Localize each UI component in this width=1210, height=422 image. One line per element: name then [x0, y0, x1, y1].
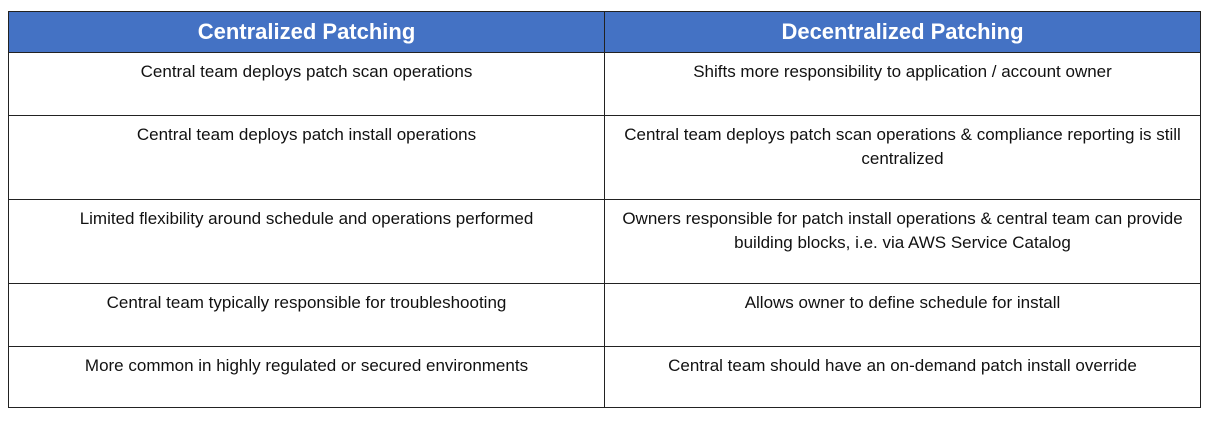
header-centralized-patching: Centralized Patching — [9, 12, 605, 53]
cell-decentralized: Owners responsible for patch install operations & central team can provide building blocks, i.e. via AWS Service Catalog — [605, 200, 1201, 284]
table-row — [9, 284, 1201, 347]
cell-decentralized: Central team should have an on-demand patch install override — [605, 347, 1201, 408]
cell-decentralized: Shifts more responsibility to application / account owner — [605, 53, 1201, 116]
cell-centralized: More common in highly regulated or secured environments — [9, 347, 605, 408]
table-header-row — [9, 12, 1201, 53]
table-row — [9, 200, 1201, 284]
cell-decentralized: Central team deploys patch scan operations & compliance reporting is still centralized — [605, 116, 1201, 200]
table-row — [9, 53, 1201, 116]
cell-centralized: Central team deploys patch install operations — [9, 116, 605, 200]
cell-centralized: Central team deploys patch scan operations — [9, 53, 605, 116]
cell-decentralized: Allows owner to define schedule for install — [605, 284, 1201, 347]
cell-centralized: Limited flexibility around schedule and operations performed — [9, 200, 605, 284]
patching-comparison-table — [8, 11, 1201, 408]
table-row — [9, 347, 1201, 408]
cell-centralized: Central team typically responsible for troubleshooting — [9, 284, 605, 347]
header-decentralized-patching: Decentralized Patching — [605, 12, 1201, 53]
table-row — [9, 116, 1201, 200]
